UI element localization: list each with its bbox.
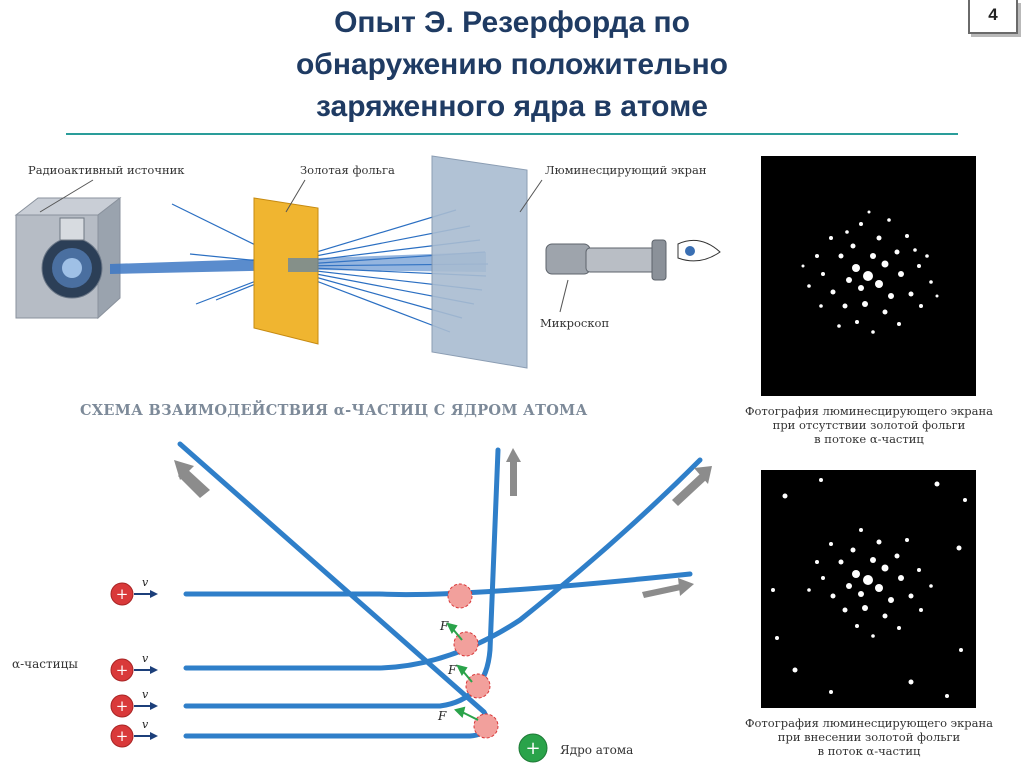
interaction-scheme: [0, 430, 740, 767]
svg-text:v: v: [142, 688, 149, 701]
caption-line: при отсутствии золотой фольги: [772, 418, 966, 432]
alpha-trajectories: [180, 444, 700, 736]
svg-text:+: +: [115, 697, 129, 715]
force-label: F: [448, 663, 457, 677]
scintillation-dots: [761, 156, 976, 396]
alpha-particle: [111, 718, 158, 747]
nucleus-label: Ядро атома: [560, 743, 634, 757]
trajectory-top: [186, 574, 690, 595]
particles-label: α-частицы: [12, 657, 78, 671]
source-label: Радиоактивный источник: [28, 163, 185, 177]
scintillation-dots: [761, 470, 976, 708]
experiment-setup-illustration: [0, 140, 750, 390]
alpha-particle: [111, 688, 158, 717]
caption-without-foil: [738, 404, 1000, 446]
eye-icon: [678, 240, 720, 260]
caption-line: Фотография люминесцирующего экрана: [744, 404, 994, 418]
caption-line: в поток α-частиц: [817, 744, 921, 758]
caption-line: Фотография люминесцирующего экрана: [744, 716, 994, 730]
arrow-icon: [510, 460, 517, 496]
screen-label: Люминесцирующий экран: [545, 163, 707, 177]
title-line: обнаружению положительно: [295, 48, 729, 81]
alpha-particles: [111, 576, 158, 747]
arrow-icon: [642, 584, 681, 598]
svg-text:+: +: [525, 738, 541, 759]
scheme-title: СХЕМА ВЗАИМОДЕЙСТВИЯ α-ЧАСТИЦ С ЯДРОМ АТОМА: [80, 402, 588, 419]
svg-text:+: +: [115, 585, 129, 603]
svg-text:v: v: [142, 718, 149, 731]
caption-line: в потоке α-частиц: [814, 432, 924, 446]
alpha-particle: [111, 652, 158, 681]
luminescent-screen: [432, 156, 527, 368]
trajectory-bottom: [180, 444, 488, 736]
alpha-particle: [111, 576, 158, 605]
microscope-label: Микроскоп: [540, 316, 610, 330]
title-line: Опыт Э. Резерфорда по: [334, 6, 690, 39]
svg-text:v: v: [142, 652, 149, 665]
caption-line: при внесении золотой фольги: [777, 730, 961, 744]
foil-label: Золотая фольга: [300, 163, 395, 177]
page-title: [150, 2, 874, 128]
microscope: [546, 240, 666, 280]
svg-text:+: +: [115, 661, 129, 679]
force-label: F: [438, 709, 447, 723]
radioactive-source: [16, 198, 120, 318]
page-number-badge: 4: [968, 0, 1018, 34]
caption-with-foil: [738, 716, 1000, 758]
title-divider: [66, 133, 958, 135]
nucleus: [519, 734, 547, 762]
screen-photo-without-foil: [761, 156, 976, 396]
svg-text:v: v: [142, 576, 149, 589]
force-label: F: [440, 619, 449, 633]
trajectory-second: [186, 460, 700, 668]
screen-photo-with-foil: [761, 470, 976, 708]
arrow-icon: [672, 474, 706, 506]
title-line: заряженного ядра в атоме: [316, 90, 708, 123]
svg-text:+: +: [115, 727, 129, 745]
